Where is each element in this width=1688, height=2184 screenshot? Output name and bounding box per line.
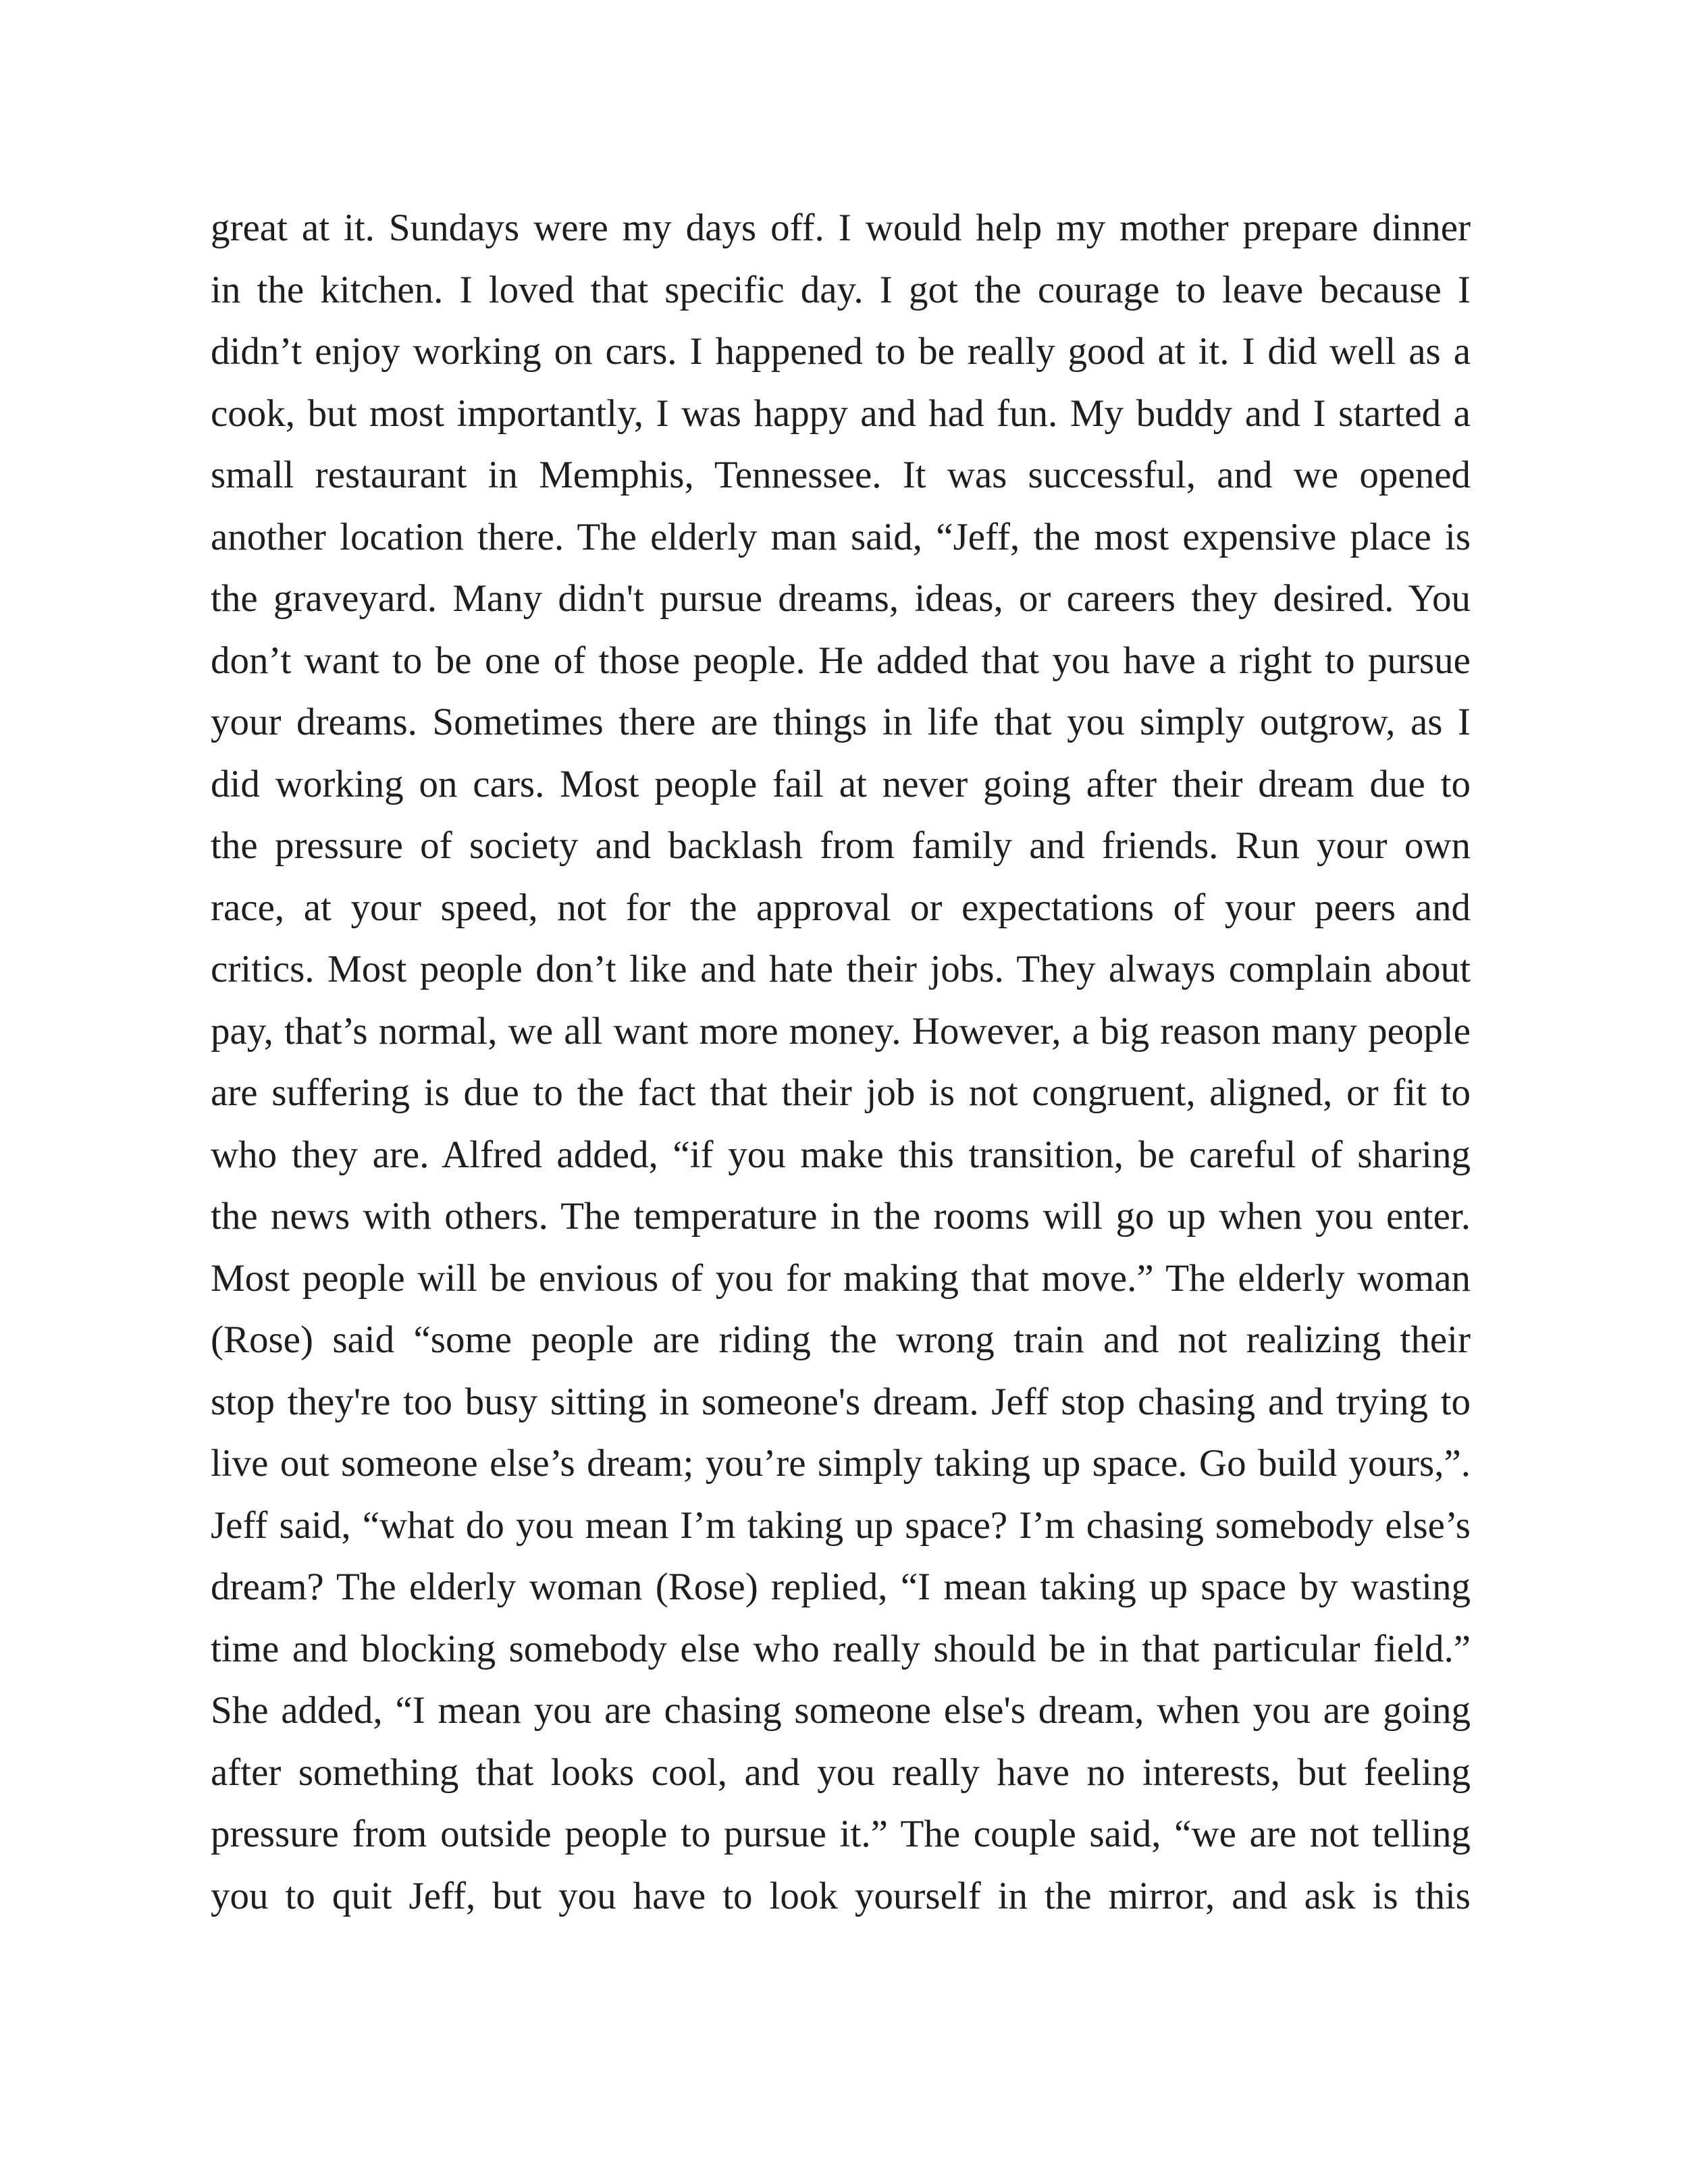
text-line: the graveyard. Many didn't pursue dreams, ideas, or careers they desired. You: [211, 577, 1471, 620]
text-line: time and blocking somebody else who really should be in that particular field.”: [211, 1627, 1471, 1670]
text-line: stop they're too busy sitting in someone's dream. Jeff stop chasing and trying to: [211, 1380, 1471, 1423]
text-line: great at it. Sundays were my days off. I would help my mother prepare dinner: [211, 207, 1471, 249]
body-text: [211, 197, 1471, 1927]
text-line: She added, “I mean you are chasing someone else's dream, when you are going: [211, 1689, 1471, 1732]
text-line: after something that looks cool, and you really have no interests, but feeling: [211, 1751, 1471, 1794]
text-line: in the kitchen. I loved that specific day. I got the courage to leave because I: [211, 268, 1471, 311]
text-line: critics. Most people don’t like and hate their jobs. They always complain about: [211, 948, 1471, 990]
text-line: race, at your speed, not for the approval or expectations of your peers and: [211, 886, 1471, 929]
text-line: who they are. Alfred added, “if you make this transition, be careful of sharing: [211, 1133, 1471, 1176]
text-line: another location there. The elderly man said, “Jeff, the most expensive place is: [211, 515, 1471, 558]
text-line: dream? The elderly woman (Rose) replied, “I mean taking up space by wasting: [211, 1566, 1471, 1608]
text-line: Jeff said, “what do you mean I’m taking up space? I’m chasing somebody else’s: [211, 1503, 1471, 1547]
text-line: (Rose) said “some people are riding the wrong train and not realizing their: [211, 1319, 1471, 1361]
text-line: pressure from outside people to pursue it.” The couple said, “we are not telling: [211, 1813, 1471, 1855]
text-line: don’t want to be one of those people. He added that you have a right to pursue: [211, 639, 1471, 682]
text-line: the news with others. The temperature in the rooms will go up when you enter.: [211, 1195, 1471, 1237]
text-line: are suffering is due to the fact that their job is not congruent, aligned, or fit to: [211, 1071, 1471, 1114]
text-line: did working on cars. Most people fail at never going after their dream due to: [211, 762, 1471, 805]
text-line: cook, but most importantly, I was happy and had fun. My buddy and I started a: [211, 392, 1471, 435]
text-line: didn’t enjoy working on cars. I happened to be really good at it. I did well as a: [211, 330, 1471, 373]
text-line: you to quit Jeff, but you have to look yourself in the mirror, and ask is this: [211, 1874, 1471, 1917]
text-line: small restaurant in Memphis, Tennessee. It was successful, and we opened: [211, 454, 1471, 496]
text-line: live out someone else’s dream; you’re simply taking up space. Go build yours,”.: [211, 1442, 1471, 1485]
text-line: Most people will be envious of you for making that move.” The elderly woman: [211, 1256, 1471, 1300]
text-line: your dreams. Sometimes there are things in life that you simply outgrow, as I: [211, 701, 1471, 743]
text-line: pay, that’s normal, we all want more money. However, a big reason many people: [211, 1009, 1471, 1053]
text-line: the pressure of society and backlash from family and friends. Run your own: [211, 824, 1471, 867]
